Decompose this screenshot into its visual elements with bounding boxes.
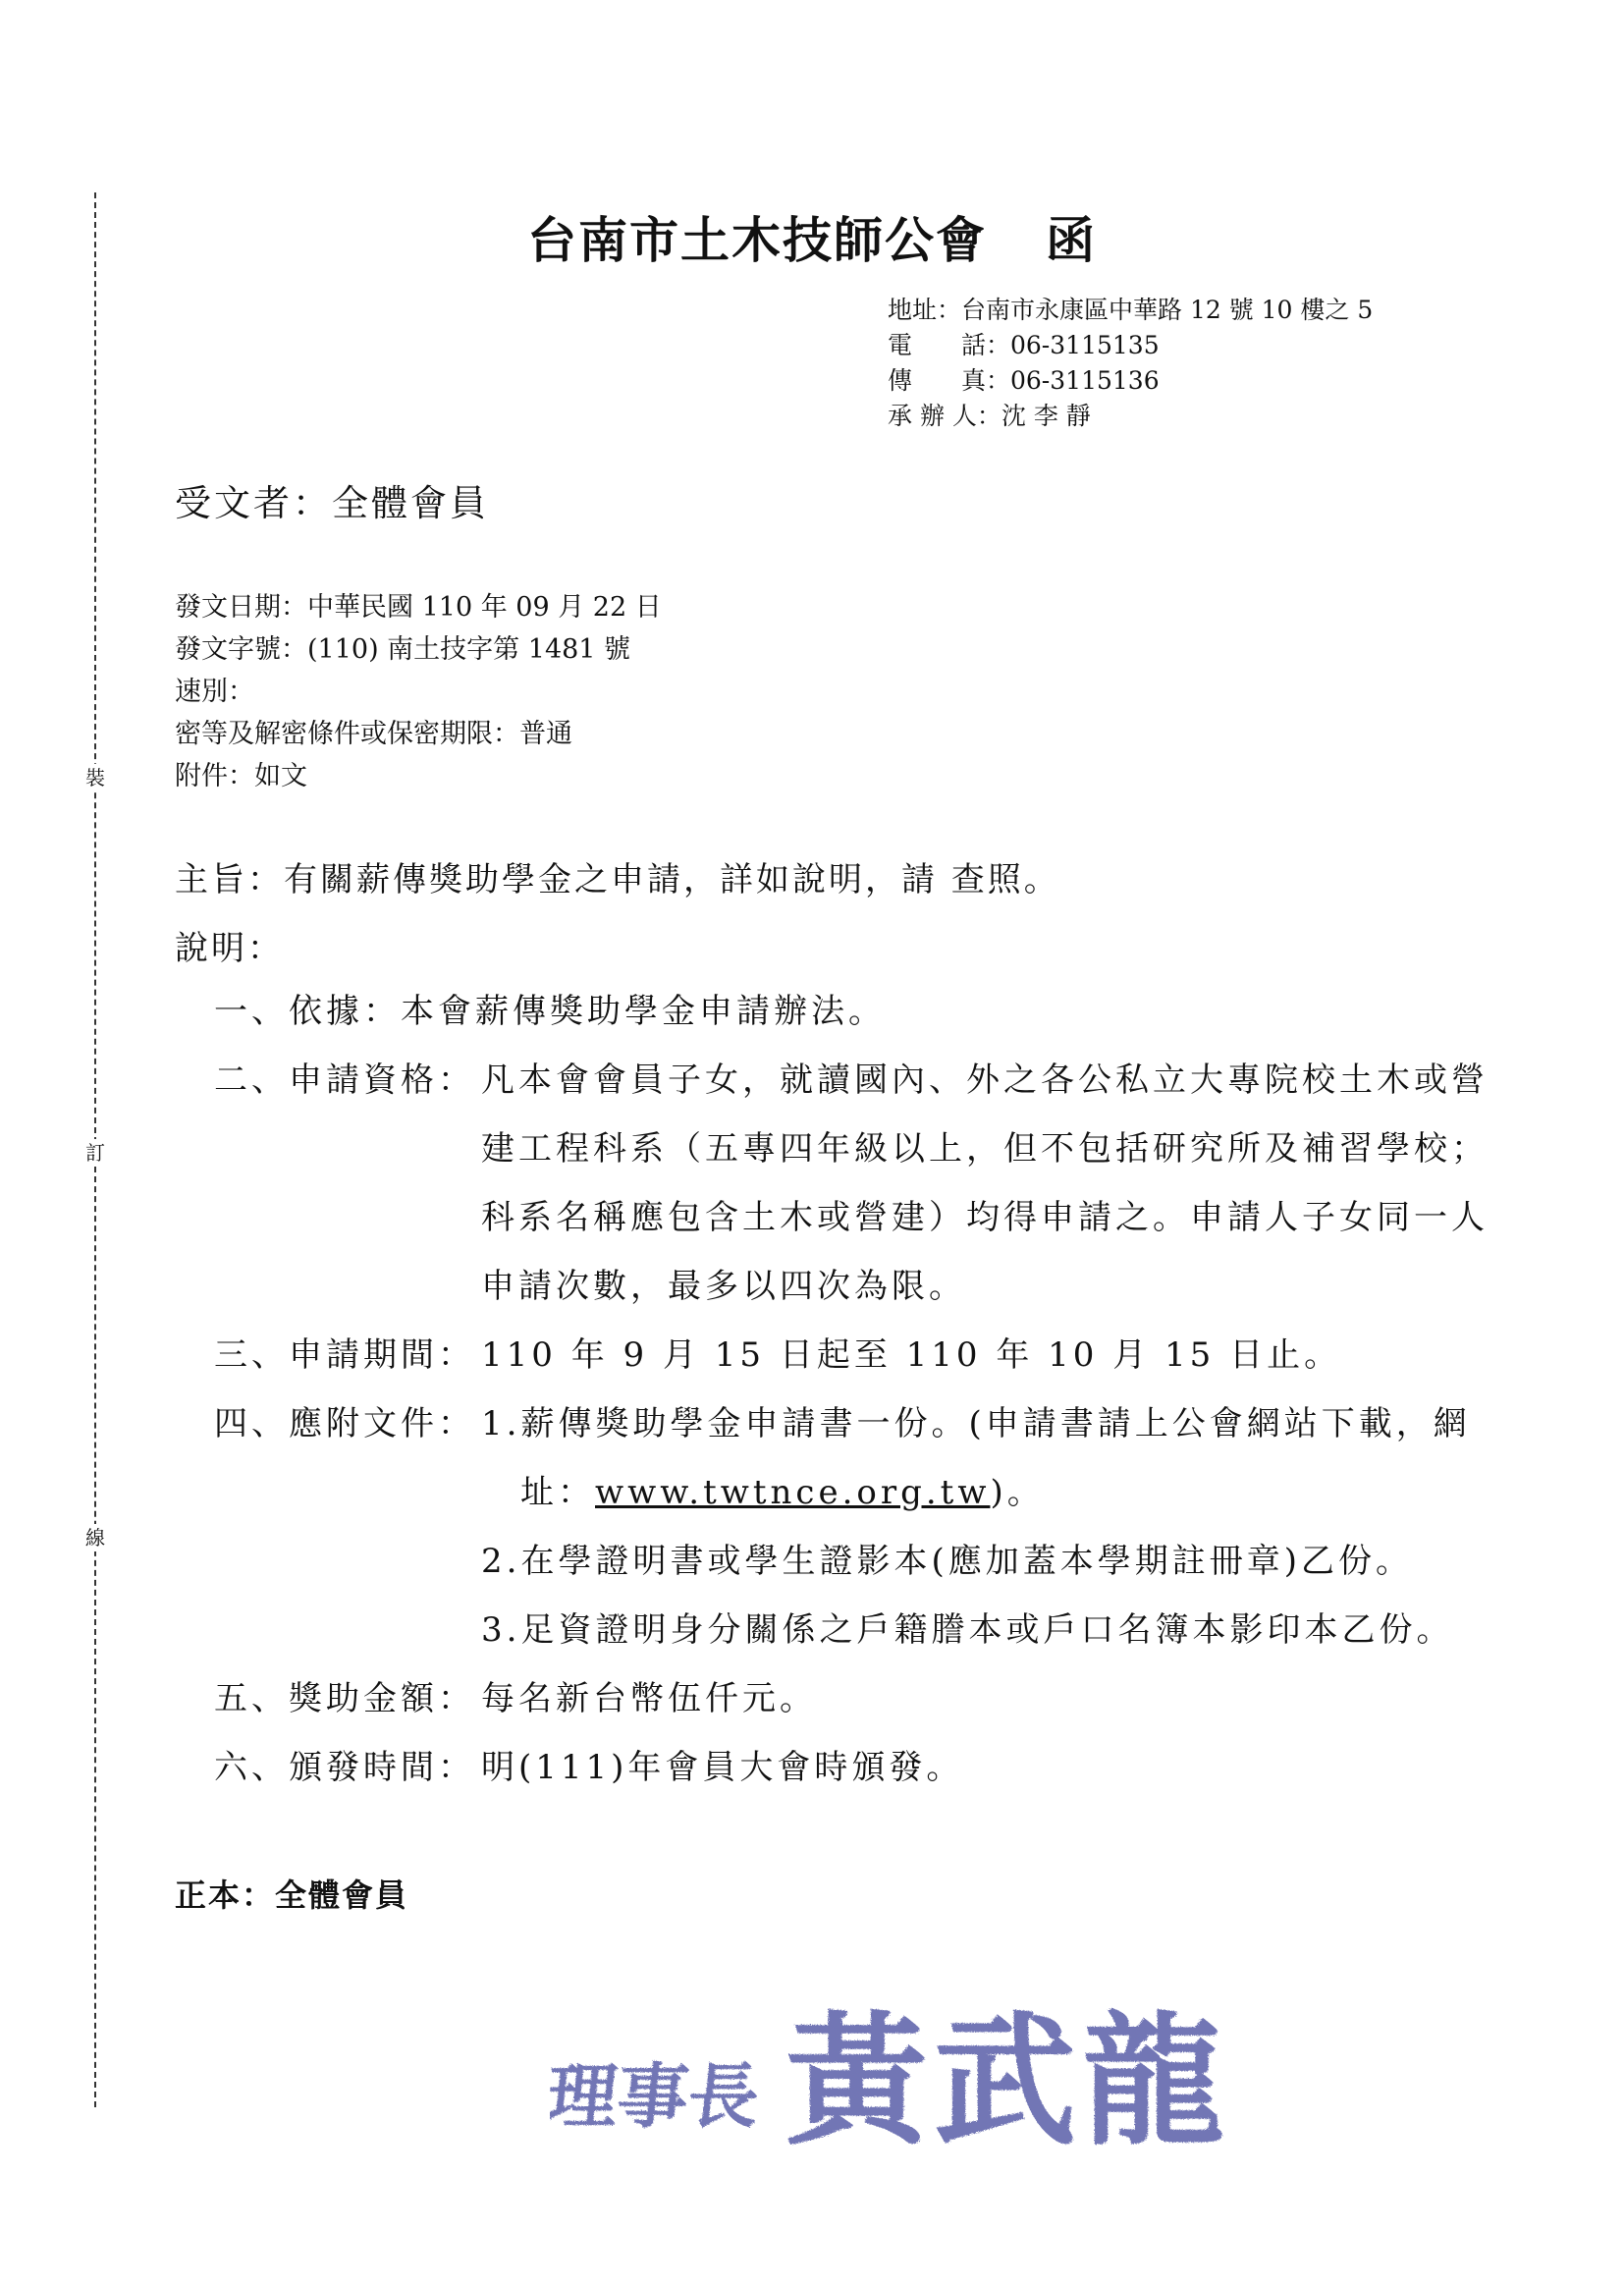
item-4-doc-2: 2.在學證明書或學生證影本(應加蓋本學期註冊章)乙份。 bbox=[481, 1542, 1413, 1581]
attachment: 附件：如文 bbox=[175, 761, 307, 791]
explanation-label: 說明： bbox=[175, 929, 284, 968]
signature-stamp-image bbox=[550, 1974, 1237, 2160]
item-4-doc-3: 3.足資證明身分關係之戶籍謄本或戶口名簿本影印本乙份。 bbox=[481, 1610, 1454, 1650]
item-5-label: 五、獎助金額： bbox=[214, 1679, 475, 1718]
item-2-line-3: 科系名稱應包含土木或營建）均得申請之。申請人子女同一人 bbox=[481, 1198, 1489, 1237]
item-4-doc-1-cont bbox=[520, 1473, 1045, 1512]
contact-fax: 傳 真：06-3115136 bbox=[888, 366, 1160, 395]
item-1: 一、依據：本會薪傳獎助學金申請辦法。 bbox=[214, 992, 886, 1031]
item-4-label: 四、應附文件： bbox=[214, 1404, 475, 1443]
subject: 主旨：有關薪傳獎助學金之申請，詳如說明，請 查照。 bbox=[175, 860, 1060, 899]
issue-date: 發文日期：中華民國 110 年 09 月 22 日 bbox=[175, 592, 662, 623]
contact-block bbox=[888, 293, 1373, 434]
item-6-label: 六、頒發時間： bbox=[214, 1748, 475, 1787]
issue-number: 發文字號：(110) 南土技字第 1481 號 bbox=[175, 634, 631, 665]
svg-text:理事長: 理事長 bbox=[550, 2055, 764, 2139]
binding-char-ding: 訂 bbox=[82, 1139, 108, 1167]
doc-type: 函 bbox=[1046, 211, 1097, 269]
website-link[interactable]: www.twtnce.org.tw bbox=[595, 1473, 991, 1512]
svg-text:黃武龍: 黃武龍 bbox=[785, 1998, 1230, 2160]
chairman-signature-stamp bbox=[550, 1974, 1237, 2160]
item-2-line-1: 凡本會會員子女，就讀國內、外之各公私立大專院校土木或營 bbox=[481, 1061, 1489, 1100]
speed-class: 速別： bbox=[175, 677, 254, 707]
security-level: 密等及解密條件或保密期限：普通 bbox=[175, 719, 572, 749]
url-prefix: 址： bbox=[520, 1473, 595, 1512]
recipient: 受文者：全體會員 bbox=[175, 482, 489, 524]
meta-block bbox=[175, 586, 662, 797]
item-2-line-2: 建工程科系（五專四年級以上，但不包括研究所及補習學校； bbox=[481, 1129, 1489, 1169]
contact-address: 地址：台南市永康區中華路 12 號 10 樓之 5 bbox=[888, 296, 1374, 324]
contact-handler: 承 辦 人：沈 李 靜 bbox=[888, 402, 1091, 430]
document-title bbox=[0, 201, 1624, 272]
contact-phone: 電 話：06-3115135 bbox=[888, 331, 1160, 359]
item-6-line-1: 明(111)年會員大會時頒發。 bbox=[481, 1748, 964, 1787]
org-name: 台南市土木技師公會 bbox=[527, 211, 987, 269]
item-4-doc-1: 1.薪傳獎助學金申請書一份。(申請書請上公會網站下載，網 bbox=[481, 1404, 1471, 1443]
copy-to: 正本：全體會員 bbox=[175, 1877, 409, 1914]
item-3-label: 三、申請期間： bbox=[214, 1335, 475, 1375]
item-5-line-1: 每名新台幣伍仟元。 bbox=[481, 1679, 817, 1718]
item-2-label: 二、申請資格： bbox=[214, 1061, 475, 1100]
url-suffix: )。 bbox=[990, 1473, 1045, 1512]
binding-char-xian: 線 bbox=[82, 1524, 108, 1551]
item-3-line-1: 110 年 9 月 15 日起至 110 年 10 月 15 日止。 bbox=[481, 1335, 1342, 1375]
item-2-line-4: 申請次數，最多以四次為限。 bbox=[481, 1267, 966, 1306]
binding-char-zhuang: 裝 bbox=[82, 764, 108, 791]
